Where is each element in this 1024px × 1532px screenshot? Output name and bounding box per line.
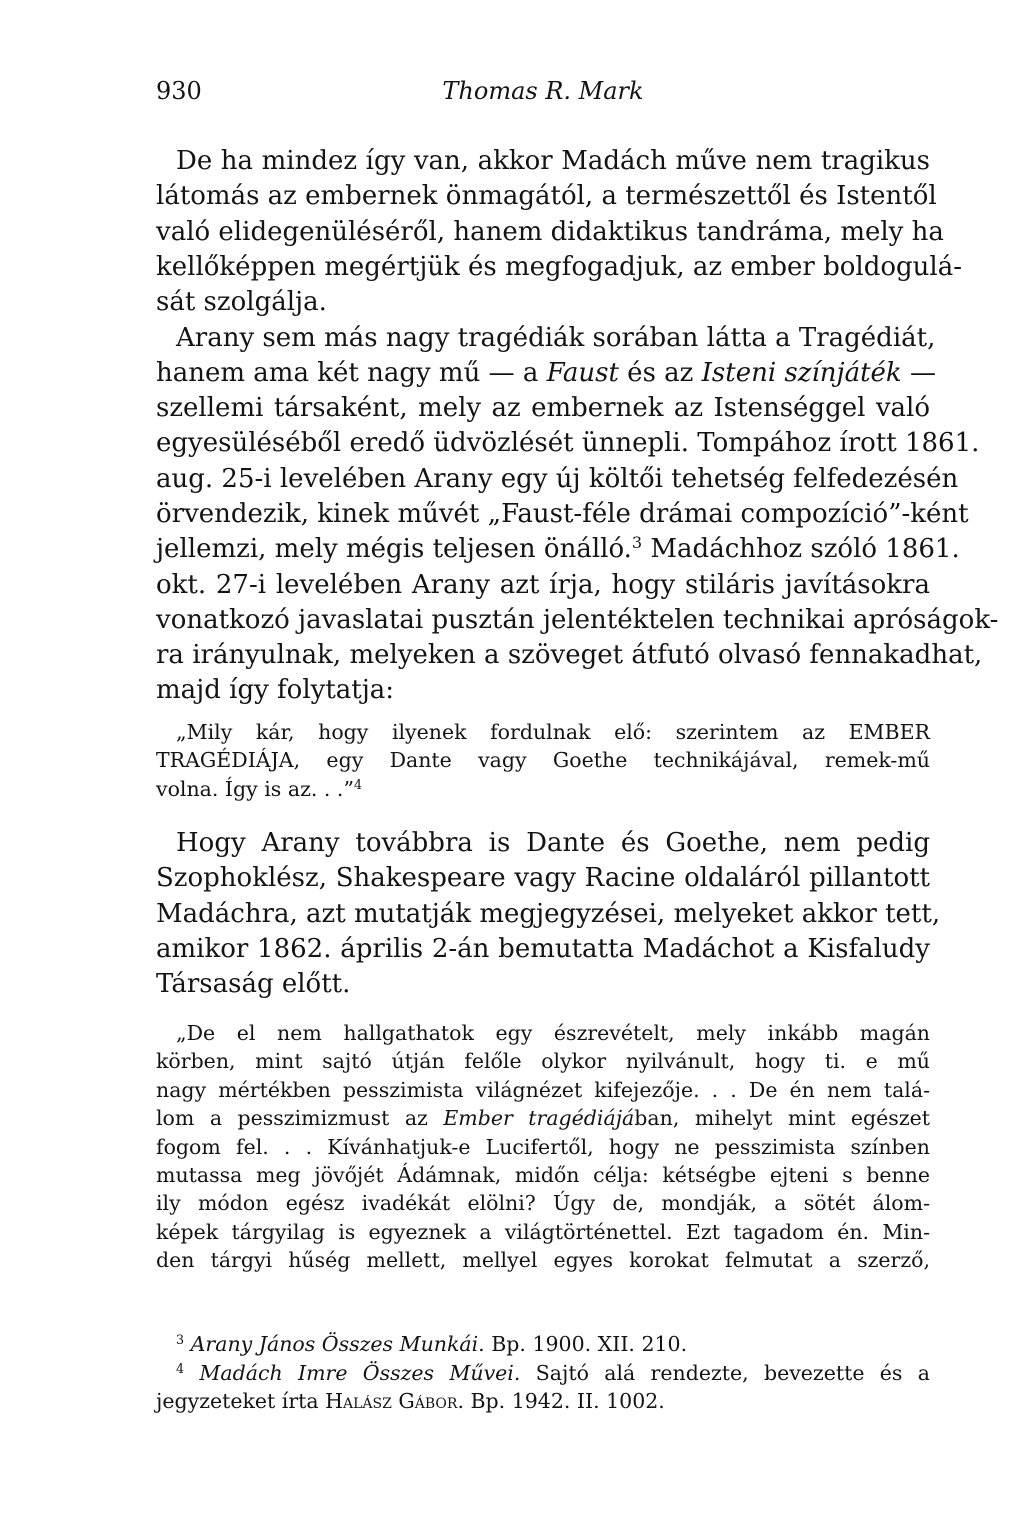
running-head: Thomas R. Mark — [442, 77, 644, 105]
body-paragraph-3 — [156, 826, 941, 1002]
quote-line: „Mily kár, hogy ilyenek fordulnak elő: szerintem az EMBER — [176, 720, 930, 744]
footnote-3: $^3$ Arany János Összes Munkái. Bp. 1900. XII. 210. — [176, 1332, 688, 1356]
text-line: kellőképpen megértjük és megfogadjuk, az ember boldogulá- — [156, 251, 962, 282]
quote-line: fogom fel. . . Kívánhatjuk-e Lucifertől, hogy ne pesszimista színben — [156, 1134, 930, 1159]
text-line: De ha mindez így van, akkor Madách műve nem tragikus — [176, 146, 930, 176]
footnote-source-title: Madách Imre Összes Művei. — [199, 1360, 521, 1385]
quote-line: volna. Így is az. . .”$^4$ — [156, 776, 363, 801]
quote-line: lom a pesszimizmust az Ember tragédiájában, mihelyt mint egészet — [156, 1106, 930, 1131]
body-paragraph-2 — [156, 321, 999, 709]
text-line: okt. 27-i levelében Arany azt írja, hogy stiláris javításokra — [156, 569, 930, 600]
text-line: jellemzi, mely mégis teljesen önálló.$^3$ Madáchhoz szóló 1861. — [156, 533, 960, 565]
block-quote-2 — [156, 1019, 930, 1275]
footnote-source-title: Arany János Összes Munkái. — [190, 1332, 485, 1356]
quote-line: körben, mint sajtó útján felőle olykor nyilvánult, hogy ti. e mű — [156, 1049, 930, 1074]
text-line: egyesüléséből eredő üdvözlését ünnepli. Tompához írott 1861. — [156, 428, 980, 459]
footnote-marker: 3 — [176, 1332, 185, 1348]
quote-line: ily módon egész ivadékát elölni? Úgy de, mondják, a sötét álom- — [156, 1191, 930, 1216]
work-title-ember-tragediaja: Ember tragédiájá — [443, 1106, 635, 1131]
text-line: Társaság előtt. — [156, 969, 351, 1000]
text-line: Arany sem más nagy tragédiák sorában látta a Tragédiát, — [176, 322, 936, 353]
text-line: hanem ama két nagy mű — a Faust és az Isteni színjáték — — [156, 357, 936, 388]
text-line: Hogy Arany továbbra is Dante és Goethe, nem pedig — [176, 828, 930, 858]
quote-line: den tárgyi hűség mellett, mellyel egyes korokat felmutat a szerző, — [156, 1248, 930, 1273]
footnote-ref-3: 3 — [631, 533, 643, 553]
text-line: szellemi társaként, mely az embernek az Istenséggel való — [156, 393, 930, 424]
quote-line: „De el nem hallgathatok egy észrevételt, mely inkább magán — [176, 1021, 930, 1045]
text-line: aug. 25-i levelében Arany egy új költői tehetség felfedezésén — [156, 463, 959, 494]
footnote-4: $^4$ Madách Imre Összes Művei. Sajtó alá rendezte, bevezette és a — [176, 1360, 930, 1385]
quote-line: képek tárgyilag is egyeznek a világtörténettel. Ezt tagadom én. Min- — [156, 1219, 930, 1244]
page-number: 930 — [156, 77, 202, 105]
footnote-4-continuation: jegyzeteket írta Halász Gábor. Bp. 1942. II. 1002. — [156, 1389, 665, 1413]
quote-line: nagy mértékben pesszimista világnézet kifejezője. . . De én nem talá- — [156, 1077, 930, 1102]
footnotes — [156, 1330, 930, 1416]
text-line: vonatkozó javaslatai pusztán jelentéktelen technikai apróságok- — [156, 604, 999, 635]
text-line: Madáchra, azt mutatják megjegyzései, melyeket akkor tett, — [156, 898, 941, 929]
quote-line: TRAGÉDIÁJA, egy Dante vagy Goethe technikájával, remek-mű — [156, 748, 930, 773]
text-line: amikor 1862. április 2-án bemutatta Madáchot a Kisfaludy — [156, 933, 930, 964]
text-line: majd így folytatja: — [156, 675, 395, 706]
block-quote-1 — [156, 718, 930, 803]
work-title-isteni-szinjatek: Isteni színjáték — [701, 357, 902, 388]
text-line: Szophoklész, Shakespeare vagy Racine oldaláról pillantott — [156, 863, 930, 894]
footnote-marker: 4 — [176, 1360, 185, 1376]
text-line: látomás az embernek önmagától, a természettől és Istentől — [156, 181, 937, 212]
editor-name: Halász Gábor — [325, 1389, 458, 1413]
text-line: ra irányulnak, melyeken a szöveget átfutó olvasó fennakadhat, — [156, 640, 983, 671]
text-line: való elidegenüléséről, hanem didaktikus tandráma, mely ha — [156, 216, 944, 247]
text-line: sát szolgálja. — [156, 287, 327, 318]
quote-line: mutassa meg jövőjét Ádámnak, midőn célja: kétségbe ejteni s benne — [156, 1163, 930, 1188]
footnote-ref-4: 4 — [353, 776, 363, 792]
body-paragraph-1 — [156, 144, 962, 320]
text-line: örvendezik, kinek művét „Faust-féle drámai compozíció”-ként — [156, 498, 969, 529]
work-title-faust: Faust — [546, 357, 619, 388]
page-header — [156, 74, 930, 108]
